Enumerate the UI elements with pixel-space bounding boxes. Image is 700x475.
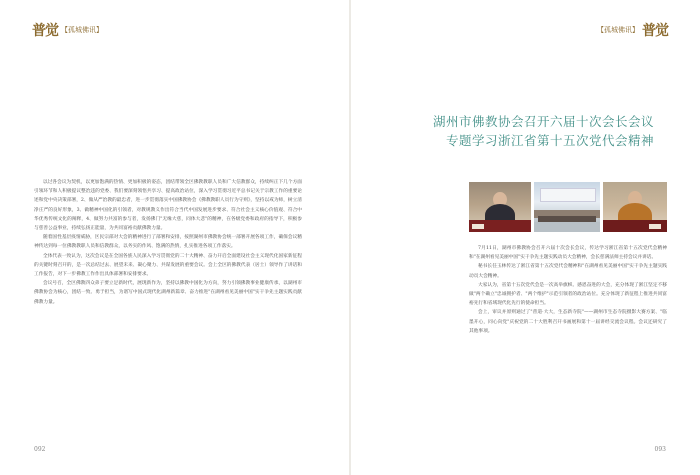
body-paragraph: 全体代表一致认为，这次会议是在全国各族人民深入学习贯彻党的二十大精神、奋力开启全面建设社会主义现代化国家新征程的关键时刻召开的，是一次总结过去、展望未来、凝心聚力、共谋发展的重要会议。会上全区的佛教代表（居士）领导作了讲话和工作报告，对下一步佛教工作作出具体部署和安排要求。 <box>34 253 302 278</box>
photo-strip <box>469 182 667 232</box>
body-paragraph: 大家认为，省第十五次党代会是一次高举旗帜、感恩奋进的大会，充分体现了浙江坚定不移做"两个确立"忠诚拥护者、"两个维护"示范引领者的政治站位。充分体现了新征程上推进共同富裕先行和省域现代化先行的使命担当。 <box>469 282 667 307</box>
publication-logo: 普觉 <box>32 23 58 39</box>
body-paragraph: 7月11日，湖州市佛教协会召开六届十次会长会议，传达学习浙江省第十五次党代会精神和"在湖州看见美丽中国"实干争先主题实践动员大会精神，会长慈满法师主持会议并讲话。 <box>469 246 667 261</box>
body-paragraph: 秘书长任玉林传达了浙江省第十五次党代会精神和"在湖州看见美丽中国"实干争先主题实践动员大会精神。 <box>469 264 667 279</box>
body-paragraph: 会上，审议并原则通过了"普道·大大，生态新寺院"——湖州市生态寺院摄影大赛方案、"临墨开心，同心向党"庆祝党的二十大胜利召开书画展和第十一届讲经交流会议程。会议还研究了其他事项。 <box>469 310 667 334</box>
meeting-photo-monk <box>603 182 667 232</box>
page-gutter <box>349 0 351 475</box>
section-label: 【孤城佛讯】 <box>597 26 639 34</box>
publication-logo: 普觉 <box>642 23 668 39</box>
body-paragraph: 会议号召，全区佛教四众弟子要立足新时代，展现新作为，坚持以佛教中国化为方向，努力引领佛教事业健康传承，以湖州市佛教协会为核心，团结一致、勇于担当，为谱写中国式现代化湖州新篇章、奋力推进"在湖州看见美丽中国"实干争先主题实践贡献佛教力量。 <box>34 281 302 305</box>
page-number-left: 092 <box>34 446 46 453</box>
meeting-photo-room <box>534 182 600 232</box>
section-label: 【孤城佛讯】 <box>61 26 103 34</box>
article-title <box>433 112 654 150</box>
title-line-2: 专题学习浙江省第十五次党代会精神 <box>445 133 654 148</box>
right-page-header <box>597 20 668 40</box>
meeting-photo-speaker <box>469 182 531 232</box>
page-number-right: 093 <box>654 446 666 453</box>
left-page-body <box>34 178 302 307</box>
body-paragraph: 以过各会议为契机，以更加饱满的热情、更加积极的姿态，团结带领全区佛教教职人员和广大信教群众，持续纠正下几个方面引领环节和人积极提议整治违的党委、我们要深刻领悟共享习、提高政治站位，深入学习贯彻习近平总书记关于宗教工作的重要论述和党中央决策部署，2、做从严治教的最忠者，进一步贯彻落实中国佛教协会《佛教教职人员行为守则》，坚持以戒为师，树立清净庄严的良好形象，3、做精神中国化的引领者，对教规教义作出符合当代中国发展进步要求、符合社会主义核心价值观、符合中华优秀传统文化的阐释，4、做努力共富的参与者，发扬佛门"无缘大慈，同体大悲"的精神，在各级党委和政府的指导下，积极参与慈善公益事业，持续弘扬正能量，为共同富裕贡献佛教力量。 <box>34 180 302 232</box>
title-line-1: 湖州市佛教协会召开六届十次会长会议 <box>432 114 654 129</box>
right-page-body <box>469 244 667 336</box>
body-paragraph: 随着国性基层疫情威胁，区民宗部对大会的精神进行了部署和安排，按照湖州市佛教协会统一部署开展各项工作，确保会议精神传达到每一位佛教教职人员和信教群众，以务实的作风、饱满的热情，扎实推进各项工作落实。 <box>34 235 302 250</box>
left-page-header <box>32 20 103 40</box>
